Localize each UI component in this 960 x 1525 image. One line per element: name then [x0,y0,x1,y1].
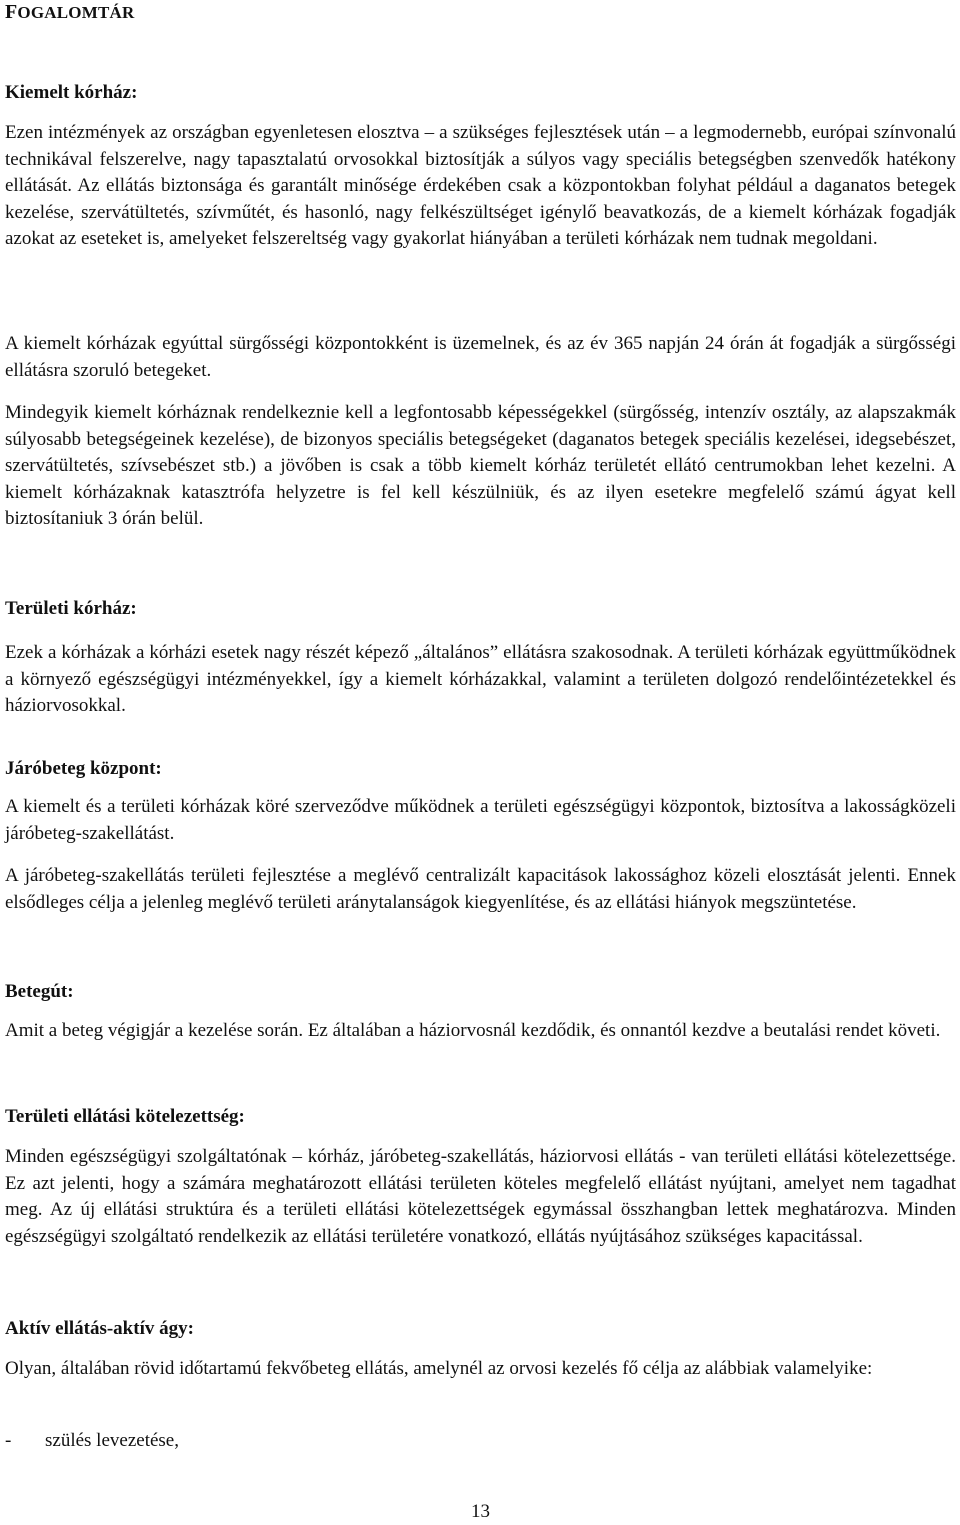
paragraph-jarobeteg-1: A kiemelt és a területi kórházak köré szerveződve működnek a területi egészségügyi központok, biztosítva a lakosságközeli járóbeteg-szakellátást. [5,796,956,844]
paragraph-aktiv-ellatas: Olyan, általában rövid időtartamú fekvőbeteg ellátás, amelynél az orvosi kezelés fő célja az alábbiak valamelyike: [5,1358,873,1379]
paragraph-teruleti-ellatasi-kotelezettseg: Minden egészségügyi szolgáltatónak – kórház, járóbeteg-szakellátás, háziorvosi ellátás - van területi ellátási kötelezettsége. Ez azt jelenti, hogy a számára meghatározott ellátási területen köteles megfelelő ellátást nyújtani, amelyet nem tagadhat meg. Az új ellátási struktúra és a területi ellátási kötelezettségek egymással összhangban lettek meghatározva. Minden egészségügyi szolgáltató rendelkezik az ellátási területére vonatkozó, ellátás nyújtásához szükséges kapacitással. [5,1146,956,1247]
paragraph-kiemelt-korhaz-3: Mindegyik kiemelt kórháznak rendelkeznie kell a legfontosabb képességekkel (sürgősség, intenzív osztály, az alapszakmák súlyosabb betegségeinek kezelése), de bizonyos speciális betegségeket (daganatos betegek speciális kezelései, idegsebészet, szervátültetés, szívsebészet stb.) a jövőben is csak a több kiemelt kórház területét ellátó centrumokban lehet kezelni. A kiemelt kórházaknak katasztrófa helyzetre is fel kell készülniük, és az ilyen esetekre megfelelő számú ágyat kell biztosítaniuk 3 órán belül. [5,402,956,530]
page-title-rest: OGALOMTÁR [17,3,135,22]
paragraph-kiemelt-korhaz-1: Ezen intézmények az országban egyenletesen elosztva – a szükséges fejlesztések után – a legmodernebb, európai színvonalú technikával felszerelve, nagy tapasztalatú orvosokkal biztosítják a súlyos vagy speciális betegségben szenvedők hatékony ellátását. Az ellátás biztonsága és garantált minősége érdekében csak a központokban folyhat például a daganatos betegek kezelése, szervátültetés, szívműtét, és hasonló, nagy felkészültséget igénylő beavatkozás, de a kiemelt kórházak fogadják azokat az eseteket is, amelyeket felszereltség vagy gyakorlat hiányában a területi kórházak nem tudnak megoldani. [5,122,956,250]
section-heading-beteggut: Betegút: [5,981,74,1002]
section-heading-jarobeteg-kozpont: Járóbeteg központ: [5,758,162,779]
section-heading-teruleti-korhaz: Területi kórház: [5,598,137,619]
section-heading-kiemelt-korhaz: Kiemelt kórház: [5,82,138,103]
page-title [5,0,134,25]
paragraph-kiemelt-korhaz-2: A kiemelt kórházak egyúttal sürgősségi központokként is üzemelnek, és az év 365 napján 24 órán át fogadják a sürgősségi ellátásra szoruló betegeket. [5,333,956,381]
section-heading-teruleti-ellatasi-kotelezettseg: Területi ellátási kötelezettség: [5,1106,245,1127]
paragraph-jarobeteg-2: A járóbeteg-szakellátás területi fejlesztése a meglévő centralizált kapacitások lakossághoz közeli elosztását jelenti. Ennek elsődleges célja a jelenleg meglévő területi aránytalanságok kiegyenlítése, és az ellátási hiányok megszüntetése. [5,865,956,913]
paragraph-betegut: Amit a beteg végigjár a kezelése során. Ez általában a háziorvosnál kezdődik, és onnantól kezdve a beutalási rendet követi. [5,1020,941,1041]
page-number: 13 [471,1501,490,1522]
list-item-text: szülés levezetése, [45,1430,179,1451]
paragraph-teruleti-korhaz: Ezek a kórházak a kórházi esetek nagy részét képező „általános” ellátásra szakosodnak. A területi kórházak együttműködnek a környező egészségügyi intézményekkel, így a kiemelt kórházakkal, valamint a területen dolgozó rendelőintézetekkel és háziorvosokkal. [5,642,956,717]
list-marker: - [5,1430,12,1451]
section-heading-aktiv-ellatas: Aktív ellátás-aktív ágy: [5,1318,194,1339]
list-item [5,1428,179,1454]
page-title-initial: F [5,1,18,23]
